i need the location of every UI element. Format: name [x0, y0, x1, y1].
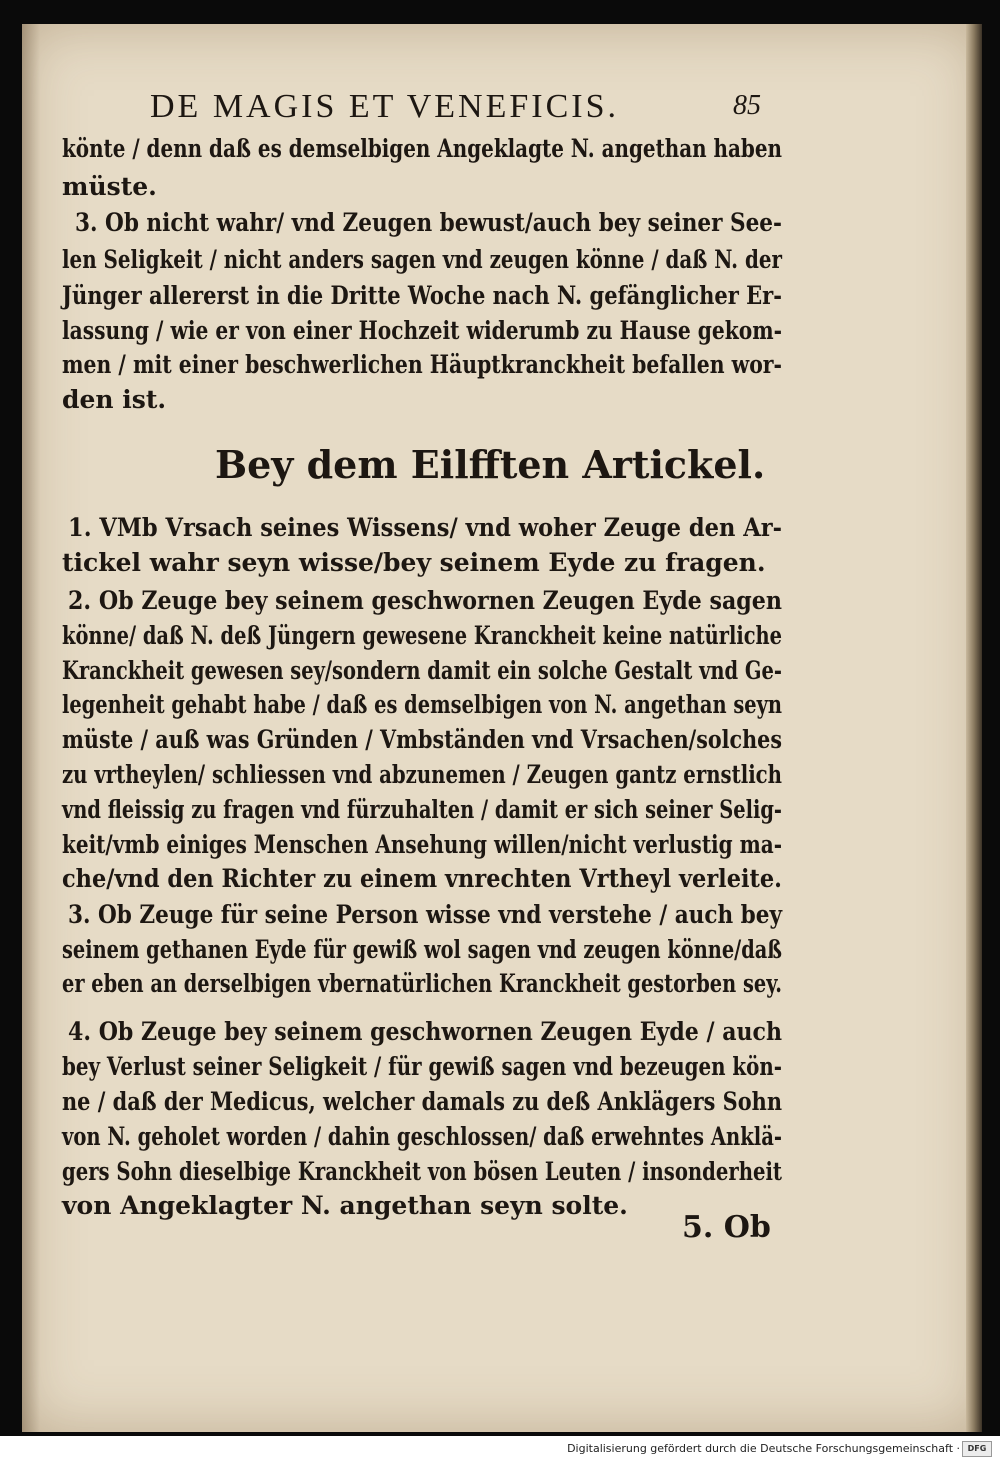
running-head: DE MAGIS ET VENEFICIS.: [150, 88, 619, 125]
text-line: könne/ daß N. deß Jüngern gewesene Kranckheit keine natürliche: [62, 621, 782, 650]
page-number: 85: [733, 90, 761, 121]
text-line: von N. geholet worden / dahin geschlossen/ daß erwehntes Anklä-: [62, 1122, 782, 1151]
catchword: 5. Ob: [682, 1210, 771, 1245]
text-line: könte / denn daß es demselbigen Angeklagte N. angethan haben: [62, 134, 782, 163]
text-line: ne / daß der Medicus, welcher damals zu deß Anklägers Sohn: [62, 1087, 782, 1116]
text-line: zu vrtheylen/ schliessen vnd abzunemen / Zeugen gantz ernstlich: [62, 760, 782, 789]
text-line: seinem gethanen Eyde für gewiß wol sagen vnd zeugen könne/daß: [62, 935, 782, 964]
text-line: len Seligkeit / nicht anders sagen vnd zeugen könne / daß N. der: [62, 245, 782, 274]
digitization-footer: [0, 1436, 1000, 1463]
text-line: lassung / wie er von einer Hochzeit widerumb zu Hause gekom-: [62, 316, 782, 345]
text-line: er eben an derselbigen vbernatürlichen Kranckheit gestorben sey.: [62, 969, 782, 998]
text-line: 2. Ob Zeuge bey seinem geschwornen Zeugen Eyde sagen: [68, 586, 782, 615]
text-line: gers Sohn dieselbige Kranckheit von bösen Leuten / insonderheit: [62, 1157, 782, 1186]
text-line: legenheit gehabt habe / daß es demselbigen von N. angethan seyn: [62, 690, 782, 719]
book-spine-edge: [966, 24, 982, 1432]
text-line: che/vnd den Richter zu einem vnrechten Vrtheyl verleite.: [62, 864, 782, 893]
text-line: müste.: [62, 172, 157, 201]
section-heading: Bey dem Eilfften Artickel.: [215, 442, 766, 487]
text-line: bey Verlust seiner Seligkeit / für gewiß sagen vnd bezeugen kön-: [62, 1052, 782, 1081]
dfg-logo: DFG: [962, 1441, 992, 1457]
text-line: vnd fleissig zu fragen vnd fürzuhalten / damit er sich seiner Selig-: [62, 795, 782, 824]
text-line: Kranckheit gewesen sey/sondern damit ein solche Gestalt vnd Ge-: [62, 656, 782, 685]
text-line: 1. VMb Vrsach seines Wissens/ vnd woher Zeuge den Ar-: [68, 513, 782, 542]
text-line: 4. Ob Zeuge bey seinem geschwornen Zeugen Eyde / auch: [68, 1017, 782, 1046]
text-line: 3. Ob Zeuge für seine Person wisse vnd verstehe / auch bey: [68, 900, 782, 929]
text-line: den ist.: [62, 385, 167, 414]
text-line: keit/vmb einiges Menschen Ansehung willen/nicht verlustig ma-: [62, 830, 782, 859]
page-gutter-shadow: [22, 24, 40, 1432]
text-line: von Angeklagter N. angethan seyn solte.: [62, 1191, 628, 1220]
footer-credit-text: Digitalisierung gefördert durch die Deutsche Forschungsgemeinschaft ·: [567, 1442, 960, 1455]
text-line: tickel wahr seyn wisse/bey seinem Eyde zu fragen.: [62, 548, 766, 577]
text-line: men / mit einer beschwerlichen Häuptkranckheit befallen wor-: [62, 350, 782, 379]
text-line: 3. Ob nicht wahr/ vnd Zeugen bewust/auch bey seiner See-: [75, 208, 782, 237]
text-line: Jünger allererst in die Dritte Woche nach N. gefänglicher Er-: [62, 281, 782, 310]
text-line: müste / auß was Gründen / Vmbständen vnd Vrsachen/solches: [62, 725, 782, 754]
